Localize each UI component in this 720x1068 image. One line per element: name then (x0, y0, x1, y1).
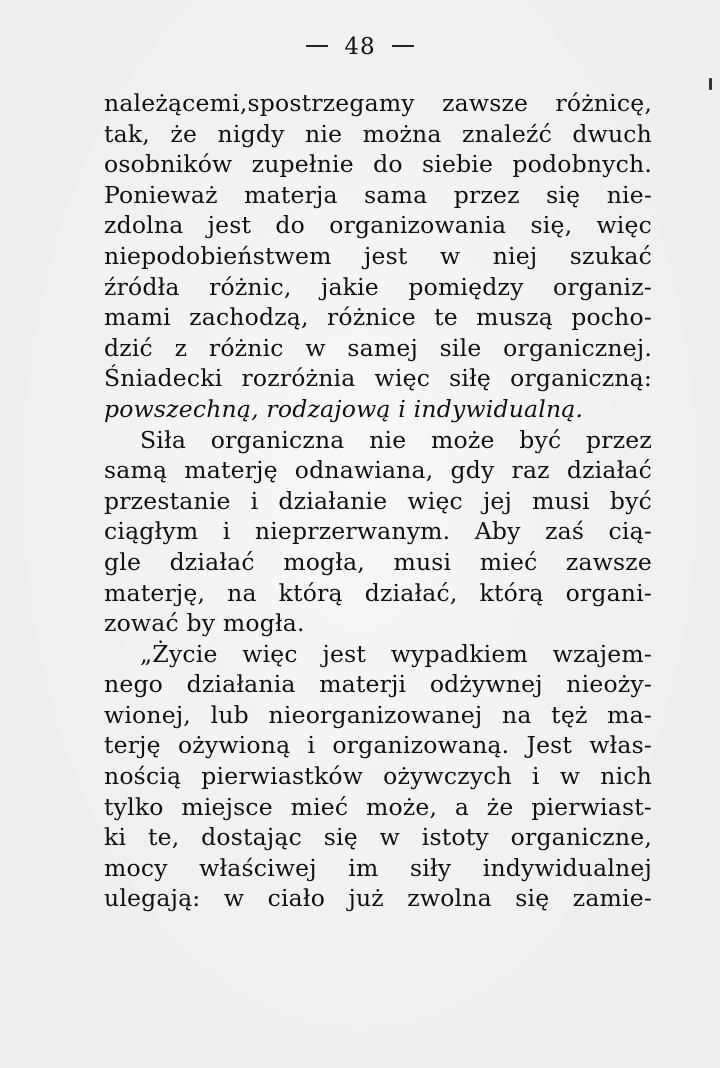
text-line: osobników zupełnie do siebie podobnych. (104, 150, 652, 179)
text-line: źródła różnic, jakie pomiędzy organiz- (104, 272, 652, 301)
text-line: przestanie i działanie więc jej musi być (104, 486, 652, 515)
text-line: gle działać mogła, musi mieć zawsze (104, 547, 652, 576)
text-line: nego działania materji odżywnej nieoży- (104, 670, 652, 699)
text-line: należącemi,spostrzegamy zawsze różnicę, (104, 89, 652, 117)
text-line: ki te, dostając się w istoty organiczne, (104, 823, 652, 852)
text-line: mami zachodzą, różnice te muszą pocho- (104, 303, 652, 332)
text-line: ciągłym i nieprzerwanym. Aby zaś cią- (104, 517, 652, 546)
text-line: niepodobieństwem jest w niej szukać (104, 241, 652, 270)
body-text (104, 88, 652, 914)
text-line: ulegają: w ciało już zwolna się zamie- (104, 884, 652, 913)
text-line: materję, na którą działać, którą organi- (104, 578, 652, 607)
page-number: 48 (344, 34, 376, 60)
text-line: mocy właściwej im siły indywidualnej (104, 853, 652, 882)
print-speck (709, 78, 712, 90)
text-line: zować by mogła. (104, 609, 305, 638)
text-line: Śniadecki rozróżnia więc siłę organiczną: (104, 364, 652, 393)
text-line: nością pierwiastków ożywczych i w nich (104, 762, 652, 791)
text-line: dzić z różnic w samej sile organicznej. (104, 333, 652, 362)
text-line: zdolna jest do organizowania się, więc (104, 211, 652, 240)
text-line: tak, że nigdy nie można znaleźć dwuch (104, 119, 652, 148)
text-line: tylko miejsce mieć może, a że pierwiast- (104, 792, 652, 821)
page-number-header (0, 34, 720, 60)
text-line: wionej, lub nieorganizowanej na tęż ma- (104, 700, 652, 729)
text-line: Ponieważ materja sama przez się nie- (104, 180, 652, 209)
right-dash (392, 45, 414, 47)
text-line: terję ożywioną i organizowaną. Jest włas- (104, 731, 652, 760)
text-line: samą materję odnawiana, gdy raz działać (104, 456, 652, 485)
left-dash (306, 45, 328, 47)
text-line: Siła organiczna nie może być przez (140, 425, 652, 454)
text-line: „Życie więc jest wypadkiem wzajem- (140, 639, 652, 668)
text-line: powszechną, rodzajową i indywidualną. (104, 394, 584, 423)
